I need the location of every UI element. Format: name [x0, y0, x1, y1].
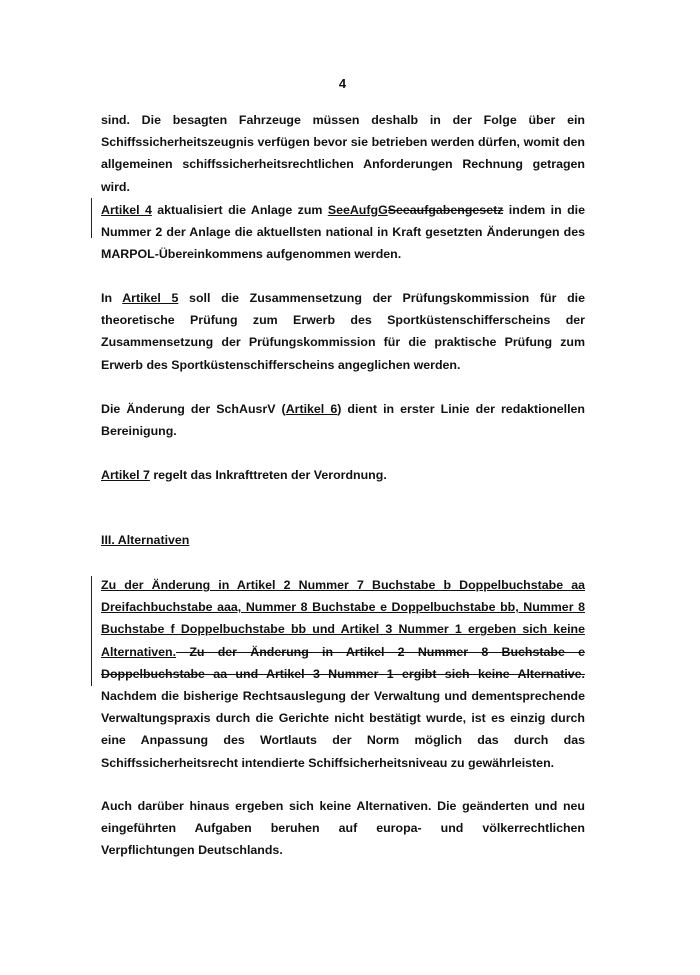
paragraph-artikel-6 [101, 398, 585, 442]
paragraph-artikel-7 [101, 464, 585, 486]
artikel-6-link[interactable]: Artikel 6 [285, 402, 338, 416]
page-number: 4 [338, 76, 347, 91]
paragraph-no-alternatives: Auch darüber hinaus ergeben sich keine Alternativen. Die geänderten und neu eingeführten Aufgaben beruhen auf europa- und völkerrechtlichen Verpflichtungen Deutschlands. [101, 799, 585, 858]
text-segment: regelt das Inkrafttreten der Verordnung. [149, 468, 387, 482]
artikel-4-link[interactable]: Artikel 4 [101, 203, 152, 217]
paragraph-alternatives [101, 574, 585, 774]
text-segment: Nachdem die bisherige Rechtsauslegung der Verwaltung und dementsprechende Verwaltungspraxis durch die Gerichte nicht bestätigt wurde, ist es einzig durch eine Anpassung des Wortlauts der Norm möglich das durch das Schiffssicherheitsrecht intendierte Schiffsicherheitsniveau zu gewährleisten. [101, 689, 585, 770]
artikel-7-link[interactable]: Artikel 7 [101, 468, 150, 482]
change-bar [91, 198, 92, 238]
text-segment: ) dient in erster Linie der redaktionellen Bereinigung. [101, 402, 585, 439]
paragraph-vessel-certificate: sind. Die besagten Fahrzeuge müssen deshalb in der Folge über ein Schiffssicherheitszeugnis verfügen bevor sie betrieben werden dürfen, womit den allgemeinen schiffssicherheitsrechtlichen Anforderungen Rechnung getragen wird. [101, 113, 585, 194]
deleted-text: Zu der Änderung in Artikel 2 Nummer 8 Buchstabe e Doppelbuchstabe aa und Artikel 3 Nummer 1 ergibt sich keine Alternative. [101, 644, 585, 681]
deleted-text: Seeaufgabengesetz [387, 203, 504, 217]
text-segment: aktualisiert die Anlage zum [151, 203, 328, 217]
paragraph-artikel-5 [101, 287, 585, 376]
text-segment: soll die Zusammensetzung der Prüfungskommission für die theoretische Prüfung zum Erwerb des Sportküstenschifferscheins der Zusammensetzung der Prüfungskommission für die praktische Prüfung zum Erwerb des Sportküstenschifferscheins angeglichen werden. [101, 291, 585, 372]
section-heading: III. Alternativen [101, 533, 190, 547]
text-segment: indem in die Nummer 2 der Anlage die aktuellsten national in Kraft gesetzten Änderungen des MARPOL-Übereinkommens aufgenommen werden. [101, 203, 585, 262]
change-bar [91, 576, 92, 686]
text-segment: Die Änderung der SchAusrV ( [101, 402, 286, 416]
paragraph-artikel-4 [101, 199, 585, 266]
text-segment: In [101, 291, 123, 305]
artikel-5-link[interactable]: Artikel 5 [122, 291, 179, 305]
inserted-text: Zu der Änderung in Artikel 2 Nummer 7 Buchstabe b Doppelbuchstabe aa Dreifachbuchstabe aaa, Nummer 8 Buchstabe e Doppelbuchstabe bb, Nummer 8 Buchstabe f Doppelbuchstabe bb und Artikel 3 Nummer 1 ergeben sich keine Alternativen. [101, 578, 585, 659]
inserted-text: SeeAufgG [327, 203, 388, 217]
